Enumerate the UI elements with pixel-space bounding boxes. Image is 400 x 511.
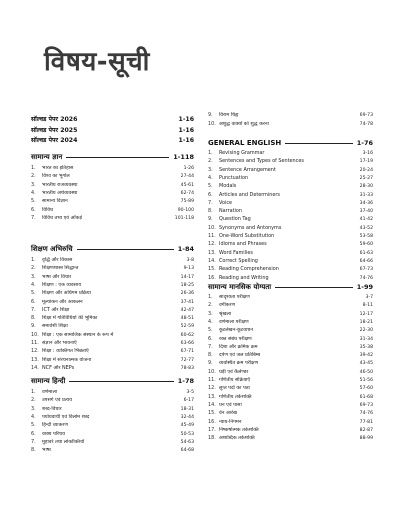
toc-item	[208, 319, 373, 326]
item-title: घन एवं पासा	[219, 401, 242, 408]
item-number: 2.	[208, 302, 213, 309]
item-pages: 67-71	[180, 349, 194, 355]
item-title: भारत का इतिहास	[42, 165, 74, 171]
item-title: Idioms and Phrases	[219, 241, 267, 248]
item-pages: 3-8	[186, 258, 194, 263]
item-number: 8.	[208, 352, 213, 359]
toc-item	[208, 208, 373, 215]
item-pages: 20-24	[359, 167, 373, 173]
solved-paper-entry	[31, 114, 194, 123]
item-number: 6.	[208, 191, 213, 198]
toc-item	[208, 336, 373, 343]
section-rule	[275, 287, 353, 288]
item-title: शिक्षण और अधिगम प्रक्रिया	[42, 290, 91, 297]
item-title: वर्गीकरण	[219, 302, 236, 309]
toc-item	[31, 414, 194, 421]
section-title: सामान्य हिन्दी	[31, 376, 66, 385]
toc-item	[31, 299, 194, 306]
toc-item	[208, 377, 373, 384]
toc-item	[208, 435, 373, 442]
toc-item	[31, 290, 194, 297]
item-pages: 28-30	[359, 184, 373, 190]
section-heading	[31, 244, 194, 254]
item-pages: 12-17	[359, 311, 373, 317]
toc-item	[208, 241, 373, 248]
item-title: उपसर्ग एवं प्रत्यय	[42, 397, 72, 404]
toc-item	[208, 216, 373, 223]
item-pages: 18-25	[180, 282, 194, 288]
toc-item	[208, 167, 373, 174]
toc-item	[31, 274, 194, 281]
toc-item	[208, 225, 373, 232]
item-number: 3.	[31, 273, 36, 280]
toc-item	[208, 327, 373, 334]
item-number: 18.	[208, 435, 216, 442]
item-pages: 62-74	[180, 190, 194, 196]
item-number: 1.	[31, 257, 36, 263]
item-pages: 22-30	[359, 328, 373, 334]
item-title: विश्व का भूगोल	[42, 173, 70, 180]
toc-item	[31, 406, 194, 413]
section-title: शिक्षण अभिरुचि	[31, 244, 73, 253]
section-pages: 1-99	[356, 283, 373, 291]
toc-item	[31, 439, 194, 446]
item-pages: 18-21	[359, 319, 373, 325]
toc-item	[208, 294, 373, 301]
toc-item	[208, 419, 373, 426]
item-pages: 51-56	[359, 378, 373, 383]
item-title: मुहावरे तथा लोकोक्तियाँ	[42, 438, 85, 445]
item-pages: 59-60	[359, 242, 373, 248]
item-title: Voice	[219, 199, 233, 206]
item-number: 3.	[31, 181, 36, 188]
item-title: Modals	[219, 183, 237, 190]
item-title: शिक्षण : एक व्यवसाय	[42, 281, 82, 288]
toc-item	[208, 200, 373, 207]
item-title: भाषा	[42, 447, 51, 454]
toc-item	[31, 173, 194, 180]
item-number: 3.	[208, 310, 213, 317]
item-pages: 18-31	[180, 406, 194, 412]
item-pages: 37-41	[180, 299, 194, 305]
toc-item	[208, 266, 373, 273]
toc-item	[31, 397, 194, 404]
item-title: गणितीय तर्कशक्ति	[219, 393, 252, 400]
item-number: 3.	[208, 166, 213, 173]
item-number: 2.	[31, 397, 36, 404]
item-pages: 45-61	[180, 182, 194, 188]
item-title: Narration	[219, 208, 242, 215]
item-pages: 72-77	[180, 357, 194, 363]
item-title: न्याय-निगमन	[219, 418, 242, 425]
item-title: भाषा और विचार	[42, 273, 72, 280]
toc-item	[31, 265, 194, 272]
toc-item	[31, 340, 194, 347]
item-pages: 39-42	[359, 353, 373, 359]
item-number: 5.	[31, 290, 36, 297]
item-title: दिशा और क्रमिक क्रम	[219, 343, 258, 350]
item-number: 1.	[31, 165, 36, 171]
item-pages: 17-19	[359, 159, 373, 165]
item-title: NCF और NEPs	[42, 364, 75, 371]
toc-item	[31, 422, 194, 429]
item-pages: 64-66	[359, 258, 373, 264]
toc-item	[208, 410, 373, 417]
toc-item	[31, 348, 194, 355]
item-title: भारतीय राजव्यवस्था	[42, 181, 78, 188]
item-number: 10.	[208, 120, 216, 127]
item-title: वर्णमाला परीक्षण	[219, 318, 249, 325]
toc-item	[208, 427, 373, 434]
item-number: 7.	[31, 438, 36, 445]
item-pages: 3-5	[186, 390, 194, 395]
solved-paper-pages: 1-16	[178, 137, 194, 144]
item-pages: 54-63	[180, 439, 194, 445]
item-title: वेन आरेख	[219, 410, 237, 417]
item-title: Word Families	[219, 249, 253, 256]
item-number: 10.	[31, 331, 39, 338]
section-pages: 1-76	[356, 139, 373, 147]
item-title: व्यवस्थित क्रम परीक्षण	[219, 360, 259, 367]
item-number: 16.	[208, 418, 216, 425]
item-title: गणितीय संक्रियाएँ	[219, 377, 251, 383]
item-pages: 3-16	[362, 151, 373, 156]
item-number: 4.	[31, 189, 36, 196]
item-title: विराम चिह्न	[219, 112, 239, 118]
item-number: 10.	[208, 368, 216, 375]
item-number: 12.	[31, 348, 39, 355]
item-number: 11.	[208, 377, 216, 383]
item-title: वर्णमाला	[42, 389, 58, 395]
item-pages: 101-118	[174, 215, 194, 221]
toc-item	[208, 175, 373, 182]
toc-item	[31, 431, 194, 438]
item-number: 2.	[208, 158, 213, 165]
item-title: वृद्धि और विकास	[42, 257, 73, 263]
section-title: GENERAL ENGLISH	[208, 139, 282, 147]
item-title: सामान्य विज्ञान	[42, 198, 68, 205]
toc-item	[208, 158, 373, 165]
section-pages: 1-78	[177, 377, 194, 385]
section-heading	[208, 282, 373, 292]
item-pages: 48-51	[180, 316, 194, 322]
item-title: संज्ञान और भावनाएँ	[42, 340, 77, 346]
solved-paper-pages: 1-16	[178, 116, 194, 123]
toc-item	[208, 311, 373, 318]
item-title: One-Word Substitution	[219, 233, 275, 239]
item-number: 9.	[208, 360, 213, 367]
item-number: 4.	[208, 174, 213, 181]
page-title: विषय-सूची	[44, 47, 150, 77]
toc-item	[208, 402, 373, 409]
item-number: 9.	[208, 112, 213, 118]
section-rule	[66, 157, 169, 158]
item-number: 6.	[208, 335, 213, 342]
item-number: 15.	[208, 266, 216, 273]
item-number: 6.	[31, 298, 36, 305]
item-pages: 8-11	[362, 303, 373, 309]
item-title: सादृश्यता परीक्षण	[219, 294, 250, 300]
item-title: कूटलेखन-कूटवाचन	[219, 327, 254, 334]
item-title: Question Tag	[219, 216, 251, 223]
item-title: Reading and Writing	[219, 274, 269, 281]
item-pages: 6-17	[183, 398, 194, 404]
item-number: 5.	[31, 198, 36, 205]
item-number: 4.	[31, 413, 36, 420]
item-number: 11.	[208, 233, 216, 239]
toc-item	[208, 233, 373, 240]
toc-item	[31, 323, 194, 330]
toc-item	[208, 112, 373, 119]
item-pages: 31-33	[359, 192, 373, 198]
item-title: Articles and Determiners	[219, 191, 280, 198]
toc-item	[31, 389, 194, 396]
section-heading	[31, 152, 194, 162]
item-pages: 61-68	[359, 394, 373, 400]
item-title: मूल्यांकन और आकलन	[42, 298, 83, 305]
toc-item	[208, 275, 373, 282]
item-number: 15.	[208, 410, 216, 417]
item-pages: 67-73	[359, 267, 373, 273]
item-title: ICT और शिक्षा	[42, 306, 70, 313]
item-number: 11.	[31, 340, 39, 346]
item-number: 4.	[31, 281, 36, 288]
item-pages: 26-36	[180, 291, 194, 297]
solved-paper-pages: 1-16	[178, 126, 194, 134]
item-pages: 45-49	[180, 423, 194, 429]
toc-item	[31, 207, 194, 214]
item-number: 14.	[208, 257, 216, 264]
item-pages: 69-73	[359, 113, 373, 118]
item-title: Synonyms and Antonyms	[219, 224, 282, 231]
item-pages: 34-36	[359, 200, 373, 206]
item-title: Sentence Arrangement	[219, 166, 276, 173]
item-title: दर्पण एवं जल प्रतिबिम्ब	[219, 352, 261, 359]
item-pages: 75-89	[180, 199, 194, 205]
section-rule	[285, 143, 352, 144]
item-title: घड़ी एवं कैलेण्डर	[219, 368, 249, 375]
item-title: अशाब्दिक तर्कशक्ति	[219, 435, 255, 442]
item-pages: 43-52	[359, 225, 373, 231]
item-number: 16.	[208, 274, 216, 281]
item-title: भारतीय अर्थव्यवस्था	[42, 189, 78, 196]
item-title: लुप्त पदों का पता	[219, 385, 250, 392]
item-number: 12.	[208, 385, 216, 392]
item-pages: 31-34	[359, 336, 373, 342]
item-number: 9.	[31, 323, 36, 330]
item-pages: 14-17	[180, 274, 194, 280]
toc-item	[208, 352, 373, 359]
item-pages: 3-7	[365, 295, 373, 300]
item-title: रक्त संबंध परीक्षण	[219, 335, 252, 342]
toc-item	[208, 150, 373, 157]
item-number: 13.	[208, 393, 216, 400]
item-title: Reading Comprehension	[219, 266, 279, 273]
item-pages: 37-40	[359, 209, 373, 215]
item-pages: 60-62	[180, 332, 194, 338]
section-pages: 1-118	[173, 153, 194, 161]
item-pages: 52-59	[180, 324, 194, 330]
item-pages: 50-53	[180, 431, 194, 437]
toc-item	[31, 282, 194, 289]
item-title: Punctuation	[219, 174, 249, 181]
section-title: सामान्य ज्ञान	[31, 152, 63, 161]
item-title: Revising Grammar	[219, 150, 265, 156]
item-number: 5.	[208, 183, 213, 190]
toc-item	[208, 344, 373, 351]
item-number: 17.	[208, 426, 216, 433]
item-pages: 46-50	[359, 369, 373, 375]
toc-item	[208, 121, 373, 128]
toc-item	[208, 394, 373, 401]
item-pages: 64-68	[180, 448, 194, 454]
item-title: विविध तथ्य एवं आँकड़े	[42, 214, 82, 221]
toc-item	[208, 360, 373, 367]
toc-item	[31, 357, 194, 364]
item-number: 7.	[208, 199, 213, 206]
item-title: Sentences and Types of Sentences	[219, 158, 304, 165]
item-number: 1.	[208, 294, 213, 300]
item-title: पर्यायवाची एवं विलोम शब्द	[42, 413, 90, 420]
item-pages: 74-78	[359, 121, 373, 127]
item-pages: 27-44	[180, 174, 194, 180]
item-number: 14.	[31, 364, 39, 371]
toc-item	[31, 198, 194, 205]
item-title: शिक्षा में गतिविधियों की भूमिका	[42, 315, 98, 322]
item-pages: 74-76	[359, 411, 373, 417]
item-title: शब्द-विचार	[42, 405, 62, 412]
item-title: समावेशी शिक्षा	[42, 323, 68, 330]
item-number: 4.	[208, 318, 213, 325]
item-number: 12.	[208, 241, 216, 248]
solved-paper-title: सॉल्वड पेपर 2026	[31, 116, 78, 123]
solved-paper-entry	[31, 135, 194, 144]
item-number: 9.	[208, 216, 213, 223]
item-title: अशुद्ध वाक्यों को शुद्ध करना	[219, 120, 269, 127]
toc-item	[208, 369, 373, 376]
item-title: वाक्य परिचय	[42, 430, 65, 437]
item-number: 8.	[31, 447, 36, 454]
item-pages: 63-66	[180, 341, 194, 346]
item-pages: 53-58	[359, 234, 373, 239]
item-number: 13.	[208, 249, 216, 256]
solved-paper-title: सॉल्वड पेपर 2024	[31, 137, 78, 144]
toc-item	[31, 447, 194, 454]
item-pages: 1-26	[183, 166, 194, 171]
item-number: 7.	[31, 214, 36, 221]
toc-item	[208, 258, 373, 265]
item-pages: 61-63	[359, 250, 373, 256]
section-heading	[208, 138, 373, 148]
toc-item	[31, 315, 194, 322]
item-number: 10.	[208, 224, 216, 231]
item-pages: 43-45	[359, 361, 373, 367]
item-pages: 69-73	[359, 402, 373, 408]
item-title: निष्कर्षात्मक तर्कशक्ति	[219, 426, 259, 433]
toc-item	[31, 190, 194, 197]
item-pages: 90-100	[177, 207, 194, 213]
section-rule	[77, 249, 174, 250]
toc-item	[208, 250, 373, 257]
item-number: 7.	[31, 306, 36, 313]
item-title: शिक्षा में संरचनात्मक योजना	[42, 356, 92, 363]
item-pages: 77-81	[359, 419, 373, 425]
section-pages: 1-84	[177, 245, 194, 253]
item-number: 3.	[31, 405, 36, 412]
item-title: श्रृंखला	[219, 310, 232, 317]
item-number: 8.	[31, 315, 36, 322]
section-title: सामान्य मानसिक योग्यता	[208, 282, 272, 291]
toc-item	[31, 365, 194, 372]
item-pages: 42-47	[180, 307, 194, 313]
toc-item	[208, 302, 373, 309]
item-number: 2.	[31, 173, 36, 180]
item-number: 2.	[31, 265, 36, 272]
item-number: 7.	[208, 343, 213, 350]
item-number: 5.	[31, 422, 36, 429]
item-number: 1.	[208, 150, 213, 156]
item-title: शिक्षा : एक सामाजिक संस्थान के रूप में	[42, 331, 114, 338]
item-pages: 57-60	[359, 386, 373, 392]
item-number: 8.	[208, 208, 213, 215]
item-pages: 82-87	[359, 427, 373, 433]
solved-paper-entry	[31, 125, 194, 134]
toc-item	[31, 257, 194, 264]
toc-item	[208, 192, 373, 199]
toc-item	[31, 307, 194, 314]
toc-item	[31, 332, 194, 339]
toc-item	[31, 182, 194, 189]
item-number: 6.	[31, 206, 36, 213]
item-pages: 88-99	[359, 436, 373, 442]
item-number: 13.	[31, 356, 39, 363]
toc-item	[31, 215, 194, 222]
item-pages: 78-83	[180, 365, 194, 371]
item-pages: 32-44	[180, 414, 194, 420]
item-title: विविध	[42, 206, 53, 213]
item-pages: 25-27	[359, 175, 373, 181]
item-number: 5.	[208, 327, 213, 334]
item-pages: 41-42	[359, 217, 373, 223]
toc-item	[31, 165, 194, 172]
item-title: हिन्दी व्याकरण	[42, 422, 68, 429]
toc-item	[208, 183, 373, 190]
section-rule	[69, 381, 173, 382]
item-title: Correct Spelling	[219, 257, 258, 264]
item-title: शिक्षा : व्यक्तिगत भिन्नताएँ	[42, 348, 89, 355]
section-heading	[31, 376, 194, 386]
solved-paper-title: सॉल्वड पेपर 2025	[31, 126, 78, 134]
item-title: शिक्षणशास्त्र सिद्धान्त	[42, 265, 79, 272]
item-number: 6.	[31, 430, 36, 437]
item-number: 14.	[208, 401, 216, 408]
item-number: 1.	[31, 389, 36, 395]
toc-item	[208, 385, 373, 392]
item-pages: 9-13	[183, 266, 194, 272]
item-pages: 74-76	[359, 275, 373, 281]
item-pages: 35-38	[359, 344, 373, 350]
